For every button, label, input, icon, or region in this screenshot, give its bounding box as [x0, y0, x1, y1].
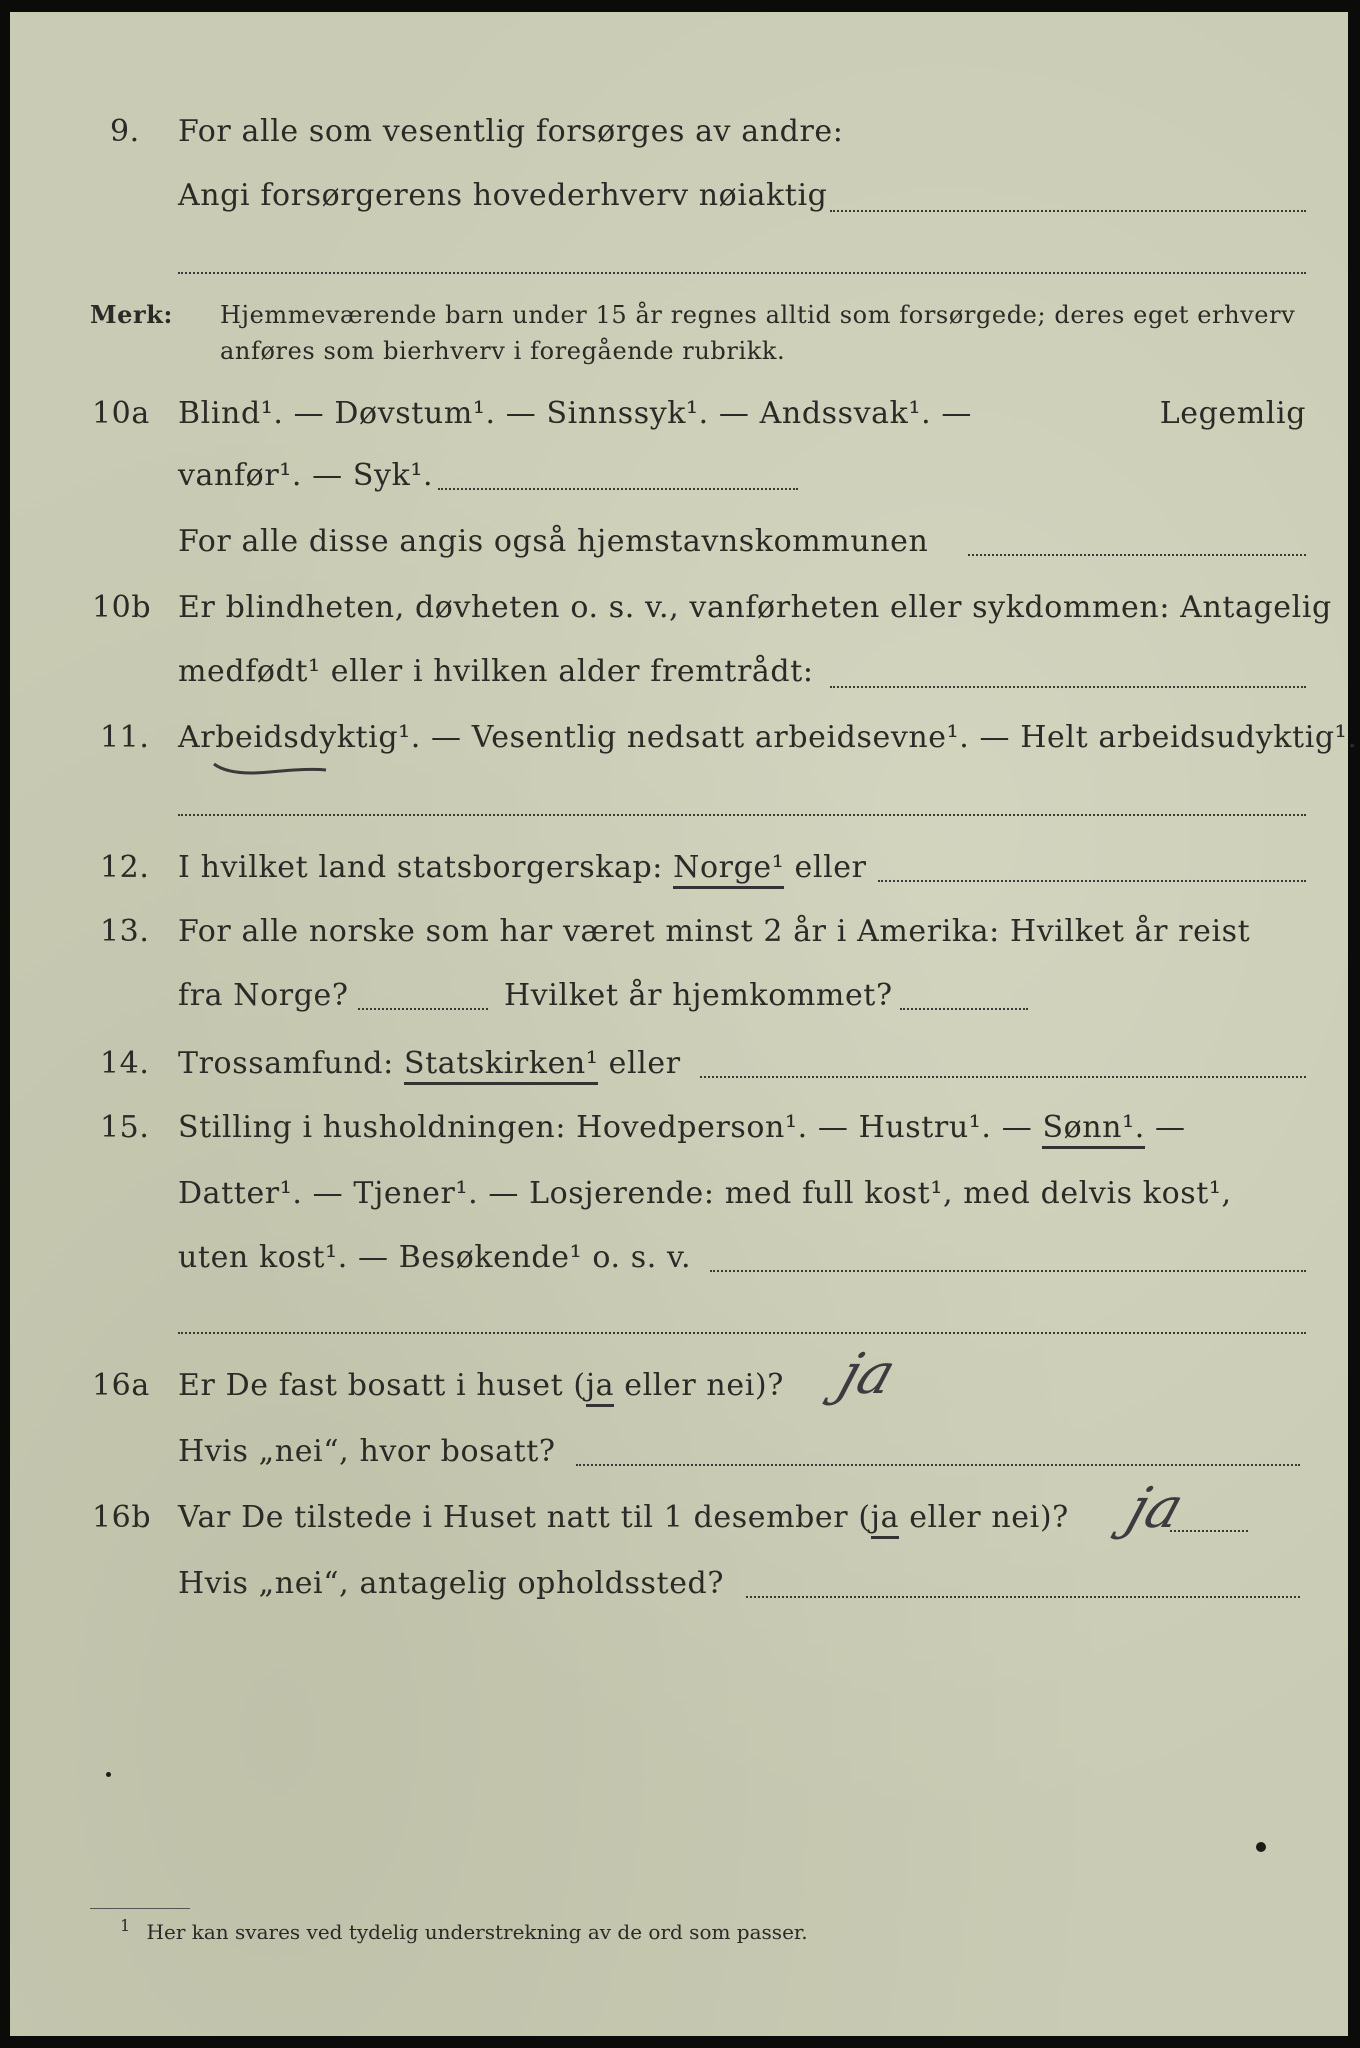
q14-prefix: Trossamfund: [178, 1046, 394, 1081]
footnote-mark: 1 [120, 1916, 131, 1935]
q16a-row-2 [10, 1430, 1348, 1474]
q9-answer-line-2[interactable] [178, 270, 1306, 274]
footnote [120, 1916, 808, 1944]
q13-hjemkommet-answer-line[interactable] [900, 1006, 1028, 1010]
q12-prefix: I hvilket land statsborgerskap: [178, 850, 663, 885]
q9-line-2: Angi forsørgerens hovederhverv nøiaktig [178, 178, 828, 213]
q10a-number: 10a [92, 396, 150, 431]
q9-row-1 [10, 110, 1348, 154]
q14-underlined-statskirken: Statskirken¹ [404, 1046, 599, 1085]
q13-line-1: For alle norske som har været minst 2 år i Amerika: Hvilket år reist [178, 914, 1251, 949]
q16b-answer-line-1[interactable] [1170, 1528, 1248, 1532]
q10b-row-1 [10, 586, 1348, 630]
q15-line-1 [178, 1106, 1186, 1150]
q13-line-2b: Hvilket år hjemkommet? [504, 978, 893, 1013]
q13-row-2 [10, 974, 1348, 1018]
q16a-number: 16a [92, 1368, 150, 1403]
census-form-page [10, 12, 1358, 2036]
merk-line-2: anføres som bierhverv i foregående rubrikk. [220, 337, 786, 365]
q15-line-1-suffix: — [1155, 1110, 1186, 1145]
q10a-line-2: vanfør¹. — Syk¹. [178, 458, 434, 493]
q16a-underlined-ja: ja [586, 1368, 614, 1407]
q13-reist-answer-line[interactable] [358, 1006, 488, 1010]
q15-underlined-sonn: Sønn¹. [1042, 1110, 1144, 1149]
paper-speck [1256, 1842, 1266, 1852]
q15-row-1 [10, 1106, 1348, 1150]
q9-line-1: For alle som vesentlig forsørges av andre: [178, 114, 844, 149]
q16a-suffix: eller nei)? [614, 1368, 784, 1403]
q12-text [178, 846, 867, 890]
q12-number: 12. [100, 850, 150, 885]
q15-line-2: Datter¹. — Tjener¹. — Losjerende: med full kost¹, med delvis kost¹, [178, 1176, 1232, 1211]
q15-row-3 [10, 1236, 1348, 1280]
paper-speck [106, 1772, 111, 1777]
merk-row-2 [10, 334, 1348, 378]
footnote-rule [90, 1908, 190, 1909]
q11-pen-underline [210, 758, 330, 778]
merk-line-1: Hjemmeværende barn under 15 år regnes alltid som forsørgede; deres eget erhverv [220, 301, 1296, 329]
q11-line-1: Arbeidsdyktig¹. — Vesentlig nedsatt arbeidsevne¹. — Helt arbeidsudyktig¹. [178, 720, 1358, 755]
q16b-prefix: Var De tilstede i Huset natt til 1 desember ( [178, 1500, 871, 1535]
merk-label: Merk: [90, 300, 173, 329]
q9-number: 9. [110, 114, 140, 149]
q15-line-3: uten kost¹. — Besøkende¹ o. s. v. [178, 1240, 692, 1275]
q14-suffix: eller [608, 1046, 681, 1081]
q10a-row-2 [10, 454, 1348, 498]
q16b-row-2 [10, 1562, 1348, 1606]
q16b-handwritten-answer[interactable]: ja [1119, 1476, 1192, 1541]
q10a-row-1 [10, 392, 1348, 436]
q10b-answer-line[interactable] [830, 684, 1306, 688]
q10a-line-1: Blind¹. — Døvstum¹. — Sinnssyk¹. — Andssvak¹. — [178, 396, 972, 431]
q11-row [10, 716, 1358, 760]
q15-number: 15. [100, 1110, 150, 1145]
q16a-row-1 [10, 1364, 1348, 1408]
q15-line-1-prefix: Stilling i husholdningen: Hovedperson¹. — Hustru¹. — [178, 1110, 1033, 1145]
q16a-line-1 [178, 1364, 784, 1408]
q16b-line-2: Hvis „nei“, antagelig opholdssted? [178, 1566, 725, 1601]
q14-text [178, 1042, 681, 1086]
q12-suffix: eller [794, 850, 867, 885]
q14-answer-line[interactable] [700, 1074, 1306, 1078]
q12-answer-line[interactable] [878, 878, 1306, 882]
q10b-line-1: Er blindheten, døvheten o. s. v., vanførheten eller sykdommen: Antagelig [178, 590, 1332, 625]
q16b-underlined-ja: ja [871, 1500, 899, 1539]
q15-answer-line-2[interactable] [178, 1330, 1306, 1334]
q11-number: 11. [100, 720, 150, 755]
q12-underlined-norge: Norge¹ [673, 850, 784, 889]
q16b-number: 16b [92, 1500, 152, 1535]
q10a-answer-line-1[interactable] [438, 486, 798, 490]
q14-row [10, 1042, 1348, 1086]
q16b-answer-line-2[interactable] [746, 1594, 1300, 1598]
q10a-answer-line-2[interactable] [968, 552, 1306, 556]
q14-number: 14. [100, 1046, 150, 1081]
q10b-line-2: medfødt¹ eller i hvilken alder fremtrådt: [178, 654, 814, 689]
q10a-row-3 [10, 520, 1348, 564]
q9-answer-line-1[interactable] [830, 208, 1306, 212]
q10b-number: 10b [92, 590, 152, 625]
q12-row [10, 846, 1348, 890]
q11-answer-line[interactable] [178, 812, 1306, 816]
q16a-handwritten-answer[interactable]: ja [831, 1342, 904, 1407]
q13-row-1 [10, 910, 1348, 954]
q10a-line-1-end: Legemlig [1159, 396, 1306, 431]
q16b-suffix: eller nei)? [899, 1500, 1069, 1535]
q13-line-2a: fra Norge? [178, 978, 349, 1013]
q16a-line-2: Hvis „nei“, hvor bosatt? [178, 1434, 556, 1469]
q16b-line-1 [178, 1496, 1069, 1540]
q15-answer-line-1[interactable] [710, 1268, 1306, 1272]
q10a-line-3: For alle disse angis også hjemstavnskommunen [178, 524, 929, 559]
q15-row-2 [10, 1172, 1348, 1216]
q16a-prefix: Er De fast bosatt i huset ( [178, 1368, 586, 1403]
footnote-text: Her kan svares ved tydelig understrekning av de ord som passer. [146, 1920, 808, 1944]
q13-number: 13. [100, 914, 150, 949]
q16a-answer-line[interactable] [576, 1462, 1300, 1466]
